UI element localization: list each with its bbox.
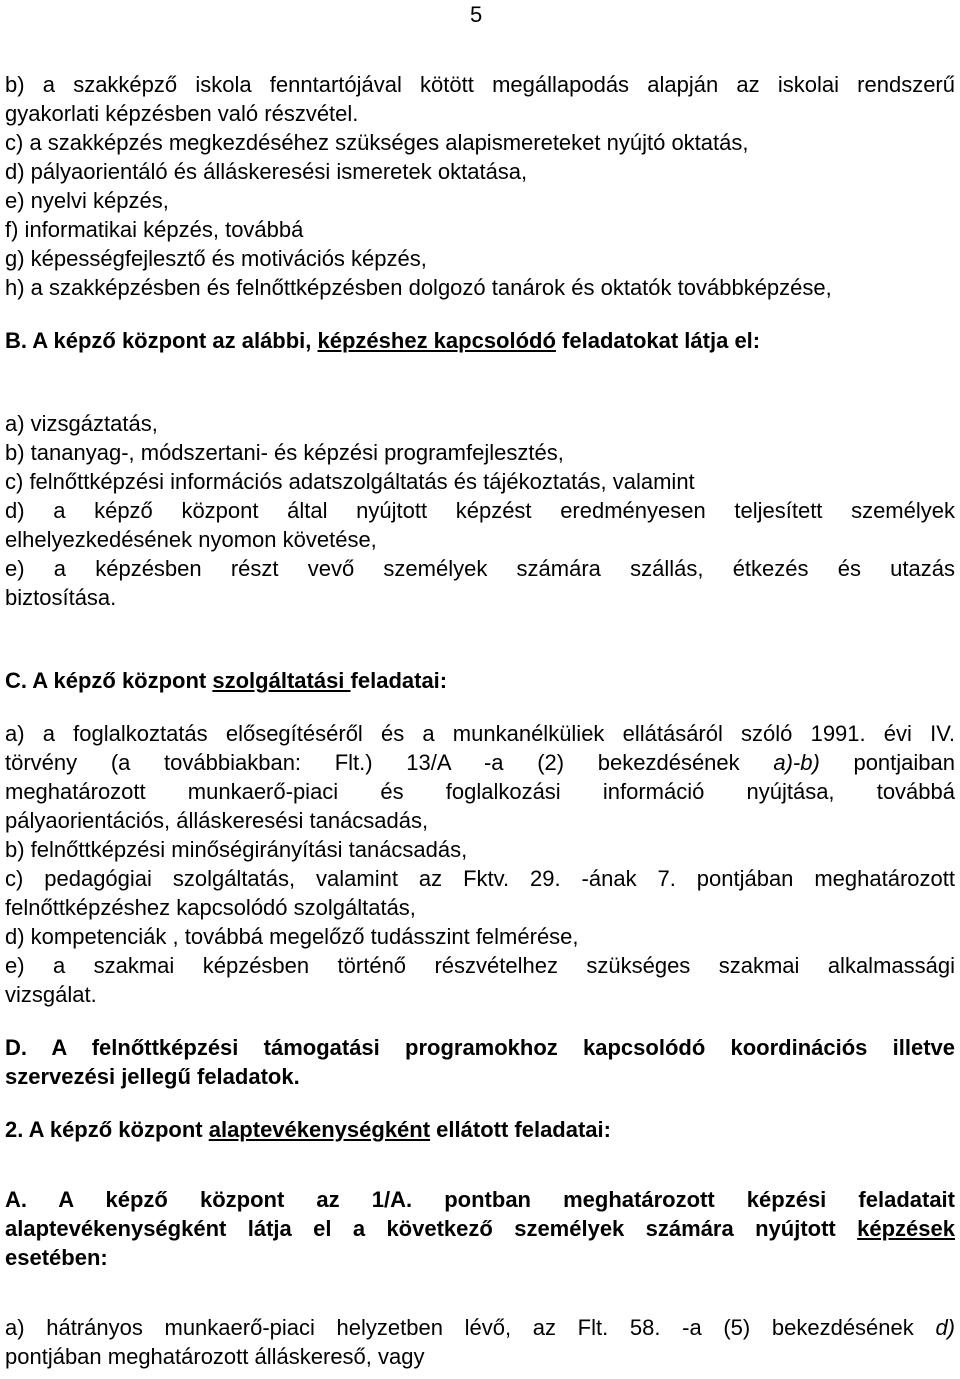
section-2a-heading: A. A képző központ az 1/A. pontban meghatározott képzési feladatait xyxy=(5,1187,955,1212)
text-line: vizsgálat. xyxy=(5,982,97,1007)
text-span: törvény (a továbbiakban: Flt.) 13/A -a (2) bekezdésének xyxy=(5,750,774,775)
text-line: b) felnőttképzési minőségirányítási tanácsadás, xyxy=(5,837,468,862)
text-span: a) hátrányos munkaerő-piaci helyzetben lévő, az Flt. 58. -a (5) bekezdésének xyxy=(5,1315,936,1340)
text-line: gyakorlati képzésben való részvétel. xyxy=(5,101,359,126)
section-c-heading xyxy=(5,666,955,695)
text-line: meghatározott munkaerő-piaci és foglalkozási információ nyújtása, továbbá xyxy=(5,779,955,804)
text-line: e) a szakmai képzésben történő részvételhez szükséges szakmai alkalmassági xyxy=(5,953,955,978)
text-line: d) a képző központ által nyújtott képzést eredményesen teljesített személyek xyxy=(5,498,955,523)
text-line: d) pályaorientáló és álláskeresési ismeretek oktatása, xyxy=(5,159,528,184)
text-italic: a)-b) xyxy=(773,750,820,775)
text-line: elhelyezkedésének nyomon követése, xyxy=(5,527,377,552)
section-2a-heading-end: esetében: xyxy=(5,1245,108,1270)
document-body xyxy=(5,70,955,1371)
text-line: c) a szakképzés megkezdéséhez szükséges alapismereteket nyújtó oktatás, xyxy=(5,130,749,155)
text-line: d) kompetenciák , továbbá megelőző tudásszint felmérése, xyxy=(5,924,579,949)
heading-text: alaptevékenységként látja el a következő személyek számára nyújtott xyxy=(5,1216,858,1241)
text-line: pályaorientációs, álláskeresési tanácsadás, xyxy=(5,808,429,833)
section-d-heading-cont: szervezési jellegű feladatok. xyxy=(5,1064,300,1089)
heading-text: feladatokat látja el: xyxy=(555,328,761,353)
text-line xyxy=(5,748,955,777)
text-line: b) tananyag-, módszertani- és képzési programfejlesztés, xyxy=(5,440,564,465)
section-d-heading: D. A felnőttképzési támogatási programokhoz kapcsolódó koordinációs illetve xyxy=(5,1035,955,1060)
heading-underlined: képzések xyxy=(857,1216,955,1241)
text-line: b) a szakképző iskola fenntartójával kötött megállapodás alapján az iskolai rendszerű xyxy=(5,72,955,97)
page-number: 5 xyxy=(470,2,483,27)
heading-text: C. A képző központ xyxy=(5,668,213,693)
text-line: g) képességfejlesztő és motivációs képzés, xyxy=(5,246,427,271)
section-2a-heading-cont xyxy=(5,1214,955,1243)
text-line: e) a képzésben részt vevő személyek számára szállás, étkezés és utazás xyxy=(5,556,955,581)
section-2-heading xyxy=(5,1115,955,1144)
section-b-heading xyxy=(5,326,955,355)
text-line: h) a szakképzésben és felnőttképzésben dolgozó tanárok és oktatók továbbképzése, xyxy=(5,275,832,300)
heading-text: B. A képző központ az alábbi, xyxy=(5,328,318,353)
text-line: pontjában meghatározott álláskereső, vagy xyxy=(5,1344,425,1369)
text-italic: d) xyxy=(935,1315,955,1340)
text-line: c) felnőttképzési információs adatszolgáltatás és tájékoztatás, valamint xyxy=(5,469,695,494)
heading-underlined: szolgáltatási xyxy=(212,668,351,693)
heading-underlined: alaptevékenységként xyxy=(208,1117,431,1142)
heading-text: feladatai: xyxy=(350,668,448,693)
text-span: pontjaiban xyxy=(819,750,955,775)
text-line: biztosítása. xyxy=(5,585,117,610)
text-line: f) informatikai képzés, továbbá xyxy=(5,217,304,242)
text-line: a) a foglalkoztatás elősegítéséről és a munkanélküliek ellátásáról szóló 1991. évi IV. xyxy=(5,721,955,746)
text-line: felnőttképzéshez kapcsolódó szolgáltatás, xyxy=(5,895,416,920)
text-line: e) nyelvi képzés, xyxy=(5,188,169,213)
text-line xyxy=(5,1313,955,1342)
heading-underlined: képzéshez kapcsolódó xyxy=(317,328,556,353)
text-line: c) pedagógiai szolgáltatás, valamint az Fktv. 29. -ának 7. pontjában meghatározott xyxy=(5,866,955,891)
text-line: a) vizsgáztatás, xyxy=(5,411,158,436)
heading-text: ellátott feladatai: xyxy=(430,1117,611,1142)
heading-text: 2. A képző központ xyxy=(5,1117,209,1142)
